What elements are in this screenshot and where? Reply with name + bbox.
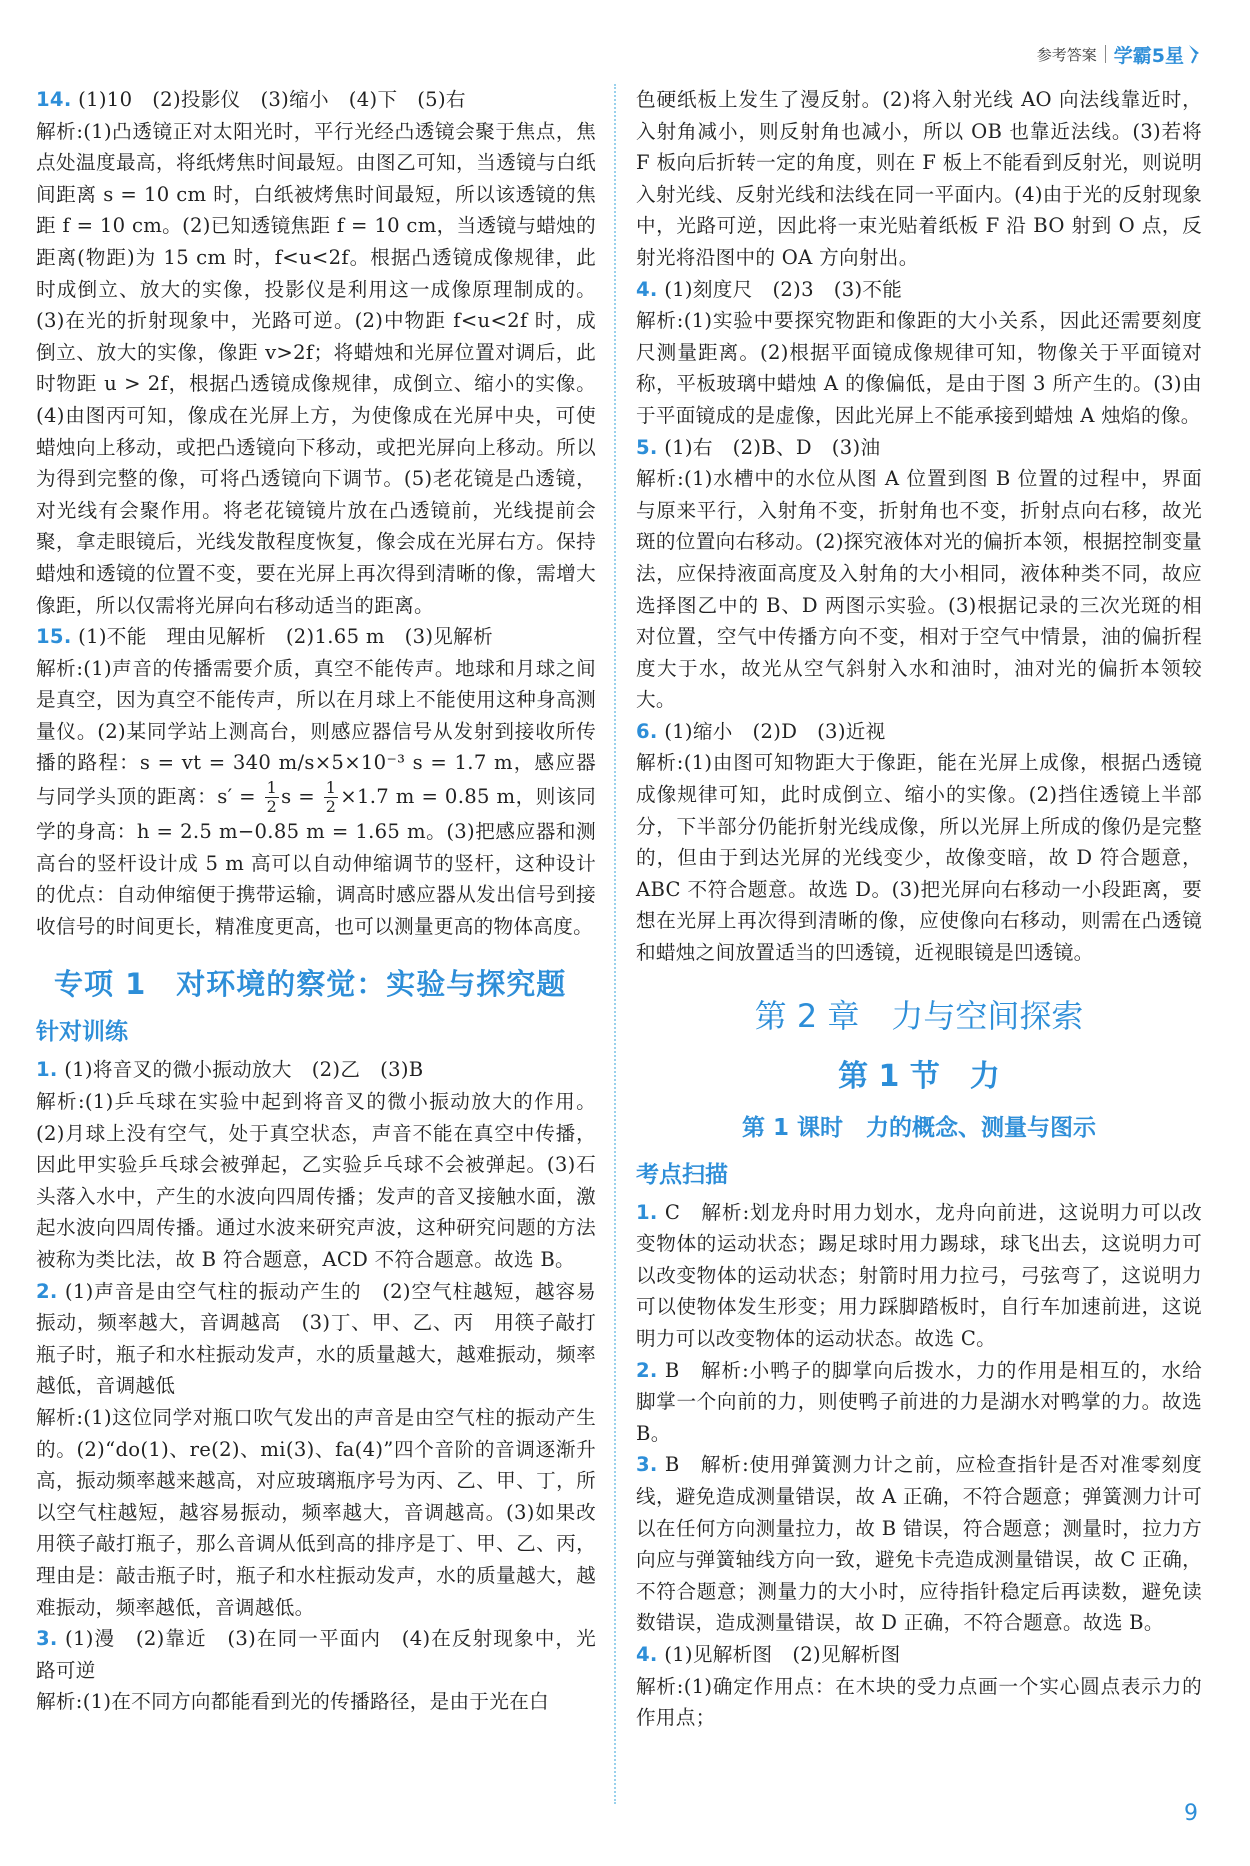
k2-text: B 解析:小鸭子的脚掌向后拨水，力的作用是相互的，水给脚掌一个向前的力，则使鸭子前进的力是湖水对鸭掌的力。故选 B。 [636,1358,1202,1445]
chapter-title: 第 2 章 力与空间探索 [754,996,1084,1035]
p5-analysis: 解析:(1)水槽中的水位从图 A 位置到图 B 位置的过程中，界面与原来平行，入射角不变，折射角也不变，折射点向右移，故光斑的位置向右移动。(2)探究液体对光的偏折本领，根据控制变量法，应保持液面高度及入射角的大小相同，液体种类不同，故应选择图乙中的 B、D 两图示实验。(3)根据记录的三次光斑的相对位置，空气中传播方向不变，相对于空气中情景，油的偏折程度大于水，故光从空气斜射入水和油时，油对光的偏折本领较大。 [636,467,1202,712]
practice-title: 针对训练 [36,1019,128,1046]
p3-number: 3. [36,1627,58,1651]
p6-answer [636,716,1202,748]
p2-answer [36,1276,596,1402]
k3-text: B 解析:使用弹簧测力计之前，应检查指针是否对准零刻度线，避免造成测量错误，故 A 正确，不符合题意；弹簧测力计可以在任何方向测量拉力，故 B 错误，符合题意；测量时，拉力方向应与弹簧轴线方向一致，避免卡壳造成测量错误，故 C 正确，不符合题意；测量力的大小时，应待指针稳定后再读数，避免读数错误，造成测量错误，故 D 正确，不符合题意。故选 B。 [636,1453,1202,1635]
p3-analysis: 解析:(1)在不同方向都能看到光的传播路径，是由于光在白 [36,1690,550,1714]
left-column [36,84,596,1718]
lesson-title: 第 1 课时 力的概念、测量与图示 [741,1114,1097,1141]
fraction-numerator: 1 [266,778,278,798]
p5-answer-text: (1)右 (2)B、D (3)油 [657,435,881,459]
p2-number: 2. [36,1279,58,1303]
k2-item [636,1355,1202,1450]
p3-analysis-continued: 色硬纸板上发生了漫反射。(2)将入射光线 AO 向法线靠近时，入射角减小，则反射角也减小，所以 OB 也靠近法线。(3)若将 F 板向后折转一定的角度，则在 F 板上不能看到反射光，则说明入射光线、反射光线和法线在同一平面内。(4)由于光的反射现象中，光路可逆，因此将一束光贴着纸板 F 沿 BO 射到 O 点，反射光将沿图中的 OA 方向射出。 [636,88,1202,269]
q15-analysis-part-c: ×1.7 m = 0.85 m，则该同学的身高：h = 2.5 m−0.85 m = 1.65 m。(3)把感应器和测高台的竖杆设计成 5 m 高可以自动伸缩调节的竖杆，这种设计的优点：自动伸缩便于携带运输，调高时感应器从发出信号到接收信号的时间更长，精准度更高，也可以测量更高的物体高度。 [36,785,596,938]
p1-answer [36,1054,596,1086]
p2-answer-text: (1)声音是由空气柱的振动产生的 (2)空气柱越短，越容易振动，频率越大，音调越高 (3)丁、甲、乙、丙 用筷子敲打瓶子时，瓶子和水柱振动发声，水的质量越大，越难振动，频率越低，音调越低 [36,1279,596,1398]
scan-title: 考点扫描 [636,1161,728,1188]
q15-answer-text: (1)不能 理由见解析 (2)1.65 m (3)见解析 [71,625,493,649]
page-number: 9 [1184,1801,1198,1826]
fraction-denominator: 2 [266,797,278,817]
header-separator [1105,45,1106,63]
q14-analysis: 解析:(1)凸透镜正对太阳光时，平行光经凸透镜会聚于焦点，焦点处温度最高，将纸烤焦时间最短。由图乙可知，当透镜与白纸间距离 s = 10 cm 时，白纸被烤焦时间最短，所以该透镜的焦距 f = 10 cm。(2)已知透镜焦距 f = 10 cm，当透镜与蜡烛的距离(物距)为 15 cm 时，f<u<2f。根据凸透镜成像规律，此时成倒立、放大的实像，投影仪是利用这一成像原理制成的。(3)在光的折射现象中，光路可逆。(2)中物距 f<u<2f 时，成倒立、放大的实像，像距 v>2f；将蜡烛和光屏位置对调后，此时物距 u > 2f，根据凸透镜成像规律，成倒立、缩小的实像。(4)由图丙可知，像成在光屏上方，为使像成在光屏中央，可使蜡烛向上移动，或把凸透镜向下移动，或把光屏向上移动。所以为得到完整的像，可将凸透镜向下调节。(5)老花镜是凸透镜，对光线有会聚作用。将老花镜镜片放在凸透镜前，光线提前会聚，拿走眼镜后，光线发散程度恢复，像会成在光屏右方。保持蜡烛和透镜的位置不变，要在光屏上再次得到清晰的像，需增大像距，所以仅需将光屏向右移动适当的距离。 [36,119,596,617]
k2-number: 2. [636,1358,658,1382]
p1-number: 1. [36,1058,58,1082]
q15-analysis-part-b: s = [281,785,322,809]
k1-number: 1. [636,1200,658,1224]
fraction-denominator: 2 [325,797,337,817]
fraction-one-half-b [324,779,338,816]
k3-item [636,1449,1202,1639]
p3-answer-text: (1)漫 (2)靠近 (3)在同一平面内 (4)在反射现象中，光路可逆 [36,1627,596,1682]
p4-answer-text: (1)刻度尺 (2)3 (3)不能 [657,277,903,301]
column-divider [614,84,616,1804]
p4-number: 4. [636,277,658,301]
header-label: 参考答案 [1036,45,1097,64]
fraction-one-half-a [265,779,279,816]
fraction-numerator: 1 [325,778,337,798]
p2-analysis: 解析:(1)这位同学对瓶口吹气发出的声音是由空气柱的振动产生的。(2)“do(1)、re(2)、mi(3)、fa(4)”四个音阶的音调逐渐升高，振动频率越来越高，对应玻璃瓶序号为丙、乙、甲、丁，所以空气柱越短，越容易振动，频率越大，音调越高。(3)如果改用筷子敲打瓶子，那么音调从低到高的排序是丁、甲、乙、丙，理由是：敲击瓶子时，瓶子和水柱振动发声，水的质量越大，越难振动，频率越低，音调越低。 [36,1405,596,1619]
k4-answer [636,1639,1202,1671]
brand-pen-icon [1186,43,1202,65]
k4-number: 4. [636,1642,658,1666]
q14-answer-text: (1)10 (2)投影仪 (3)缩小 (4)下 (5)右 [71,88,466,111]
brand-logo-text: 学霸5星 [1113,44,1184,67]
p5-number: 5. [636,435,658,459]
k1-text: C 解析:划龙舟时用力划水，龙舟向前进，这说明力可以改变物体的运动状态；踢足球时用力踢球，球飞出去，这说明力可以改变物体的运动状态；射箭时用力拉弓，弓弦弯了，这说明力可以使物体发生形变；用力踩脚踏板时，自行车加速前进，这说明力可以改变物体的运动状态。故选 C。 [636,1200,1202,1350]
q14-answer [36,84,596,116]
p3-answer [36,1623,596,1686]
k4-analysis: 解析:(1)确定作用点：在木块的受力点画一个实心圆点表示力的作用点； [636,1674,1202,1730]
p6-analysis: 解析:(1)由图可知物距大于像距，能在光屏上成像，根据凸透镜成像规律可知，此时成倒立、缩小的实像。(2)挡住透镜上半部分，下半部分仍能折射光线成像，所以光屏上所成的像仍是完整的，但由于到达光屏的光线变少，故像变暗，故 D 符合题意，ABC 不符合题意。故选 D。(3)把光屏向右移动一小段距离，要想在光屏上再次得到清晰的像，应使像向右移动，则需在凸透镜和蜡烛之间放置适当的凹透镜，近视眼镜是凹透镜。 [636,751,1202,965]
p5-answer [636,432,1202,464]
p1-analysis: 解析:(1)乒乓球在实验中起到将音叉的微小振动放大的作用。(2)月球上没有空气，处于真空状态，声音不能在真空中传播，因此甲实验乒乓球会被弹起，乙实验乒乓球不会被弹起。(3)石头落入水中，产生的水波向四周传播；发声的音叉接触水面，激起水波向四周传播。通过水波来研究声波，这种研究问题的方法被称为类比法，故 B 符合题意，ACD 不符合题意。故选 B。 [36,1090,596,1271]
right-column [636,84,1202,1734]
topic-title: 专项 1 对环境的察觉：实验与探究题 [54,967,567,1002]
p4-answer [636,274,1202,306]
p1-answer-text: (1)将音叉的微小振动放大 (2)乙 (3)B [57,1058,424,1082]
section-title: 第 1 节 力 [838,1058,1000,1094]
q15-analysis-part-a: 解析:(1)声音的传播需要介质，真空不能传声。地球和月球之间是真空，因为真空不能传声，所以在月球上不能使用这种身高测量仪。(2)某同学站上测高台，则感应器信号从发射到接收所传播的路程：s = vt = 340 m/s×5×10⁻³ s = 1.7 m，感应器与同学头顶的距离：s′ = [36,656,596,809]
p4-analysis: 解析:(1)实验中要探究物距和像距的大小关系，因此还需要刻度尺测量距离。(2)根据平面镜成像规律可知，物像关于平面镜对称，平板玻璃中蜡烛 A 的像偏低，是由于图 3 所产生的。(3)由于平面镜成的是虚像，因此光屏上不能承接到蜡烛 A 烛焰的像。 [636,309,1202,427]
k3-number: 3. [636,1453,658,1477]
q15-analysis [36,653,596,943]
q14-number: 14. [36,88,72,111]
p6-answer-text: (1)缩小 (2)D (3)近视 [657,719,886,743]
k4-answer-text: (1)见解析图 (2)见解析图 [657,1642,901,1666]
k1-item [636,1197,1202,1355]
q15-answer [36,621,596,653]
p6-number: 6. [636,719,658,743]
page-header [1037,34,1202,74]
q15-number: 15. [36,625,72,649]
